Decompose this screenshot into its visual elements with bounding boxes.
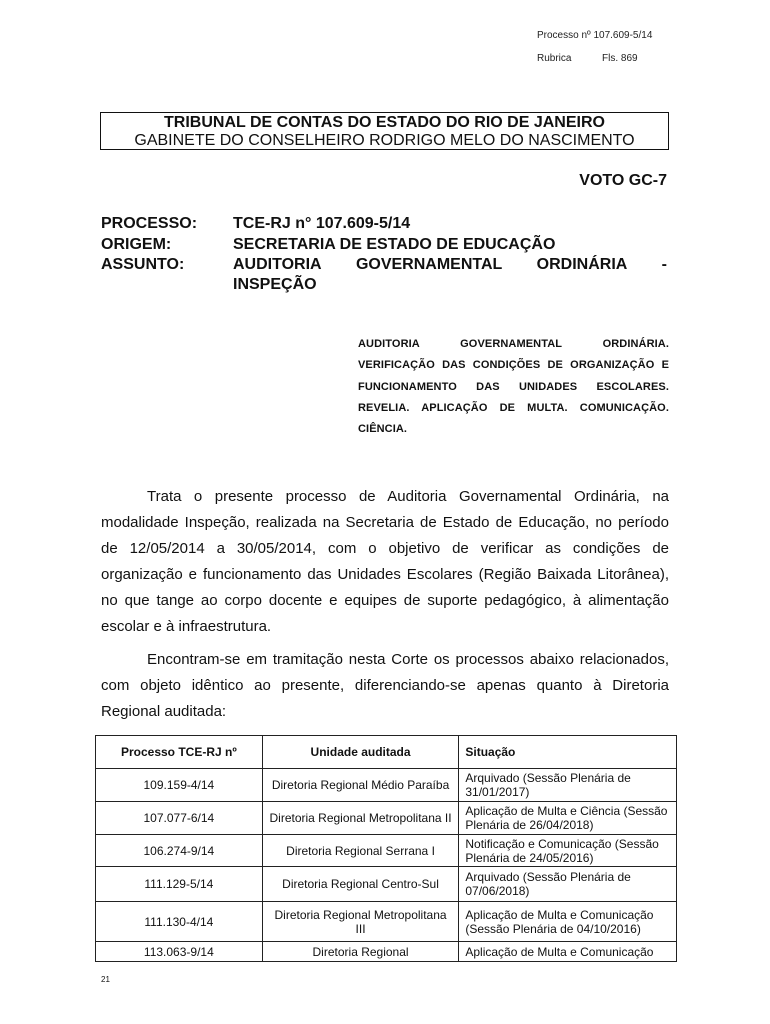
table-header-row [96, 736, 677, 769]
ementa: AUDITORIA GOVERNAMENTAL ORDINÁRIA. VERIFICAÇÃO DAS CONDIÇÕES DE ORGANIZAÇÃO E FUNCIONAMENTO DAS UNIDADES ESCOLARES. REVELIA. APLICAÇÃO DE MULTA. COMUNICAÇÃO. CIÊNCIA. [358, 338, 669, 436]
origem-label: ORIGEM: [101, 236, 172, 253]
unit-cell: Diretoria Regional Centro-Sul [262, 867, 459, 902]
table-row [96, 802, 677, 835]
unit-cell: Diretoria Regional Metropolitana III [262, 902, 459, 942]
table-row [96, 902, 677, 942]
voto-heading: VOTO GC-7 [579, 172, 667, 189]
processo-value: TCE-RJ n° 107.609-5/14 [233, 215, 411, 232]
processo-label: PROCESSO: [101, 215, 198, 232]
folhas-label: Fls. 869 [602, 53, 638, 64]
rubrica-label: Rubrica [537, 53, 572, 64]
column-header: Situação [459, 736, 677, 769]
assunto-word: AUDITORIA [233, 256, 322, 273]
table-row [96, 835, 677, 867]
table-row [96, 769, 677, 802]
page-number: 21 [101, 975, 110, 984]
process-number-header: Processo nº 107.609-5/14 [537, 30, 653, 41]
column-header: Unidade auditada [262, 736, 459, 769]
assunto-word: GOVERNAMENTAL [355, 256, 503, 273]
paragraph-1-text: Trata o presente processo de Auditoria Governamental Ordinária, na modalidade Inspeção, realizada na Secretaria de Estado de Educação, no período de 12/05/2014 a 30/05/2014, com o objetivo de verificar as condições de organização e funcionamento das Unidades Escolares (Região Baixada Litorânea), no que tange ao corpo docente e equipes de suporte pedagógico, à alimentação escolar e à infraestrutura. [101, 488, 669, 635]
table-row [96, 867, 677, 902]
unit-cell: Diretoria Regional [262, 942, 459, 962]
origem-value: SECRETARIA DE ESTADO DE EDUCAÇÃO [233, 236, 556, 253]
process-cell: 113.063-9/14 [96, 942, 263, 962]
table-row [96, 942, 677, 962]
unit-cell: Diretoria Regional Metropolitana II [262, 802, 459, 835]
paragraph-2 [101, 647, 669, 725]
paragraph-2-text: Encontram-se em tramitação nesta Corte os processos abaixo relacionados, com objeto idêntico ao presente, diferenciando-se apenas quanto à Diretoria Regional auditada: [101, 651, 669, 720]
status-cell: Arquivado (Sessão Plenária de 07/06/2018) [459, 867, 677, 902]
assunto-label: ASSUNTO: [101, 256, 185, 273]
column-header: Processo TCE-RJ nº [96, 736, 263, 769]
process-cell: 111.129-5/14 [96, 867, 263, 902]
assunto-value [233, 256, 667, 274]
title-box [100, 112, 669, 150]
assunto-word: ORDINÁRIA [536, 256, 628, 273]
process-cell: 107.077-6/14 [96, 802, 263, 835]
process-cell: 106.274-9/14 [96, 835, 263, 867]
status-cell: Aplicação de Multa e Comunicação [459, 942, 677, 962]
unit-cell: Diretoria Regional Médio Paraíba [262, 769, 459, 802]
process-cell: 109.159-4/14 [96, 769, 263, 802]
status-cell: Aplicação de Multa e Comunicação (Sessão Plenária de 04/10/2016) [459, 902, 677, 942]
tribunal-title: TRIBUNAL DE CONTAS DO ESTADO DO RIO DE JANEIRO [164, 114, 605, 131]
status-cell: Aplicação de Multa e Ciência (Sessão Plenária de 26/04/2018) [459, 802, 677, 835]
paragraph-1 [101, 484, 669, 640]
gabinete-title: GABINETE DO CONSELHEIRO RODRIGO MELO DO NASCIMENTO [134, 132, 635, 149]
status-cell: Notificação e Comunicação (Sessão Plenária de 24/05/2016) [459, 835, 677, 867]
assunto-value-line2: INSPEÇÃO [233, 276, 317, 293]
unit-cell: Diretoria Regional Serrana I [262, 835, 459, 867]
status-cell: Arquivado (Sessão Plenária de 31/01/2017) [459, 769, 677, 802]
process-cell: 111.130-4/14 [96, 902, 263, 942]
assunto-word: - [661, 256, 667, 273]
processes-table [95, 735, 677, 962]
